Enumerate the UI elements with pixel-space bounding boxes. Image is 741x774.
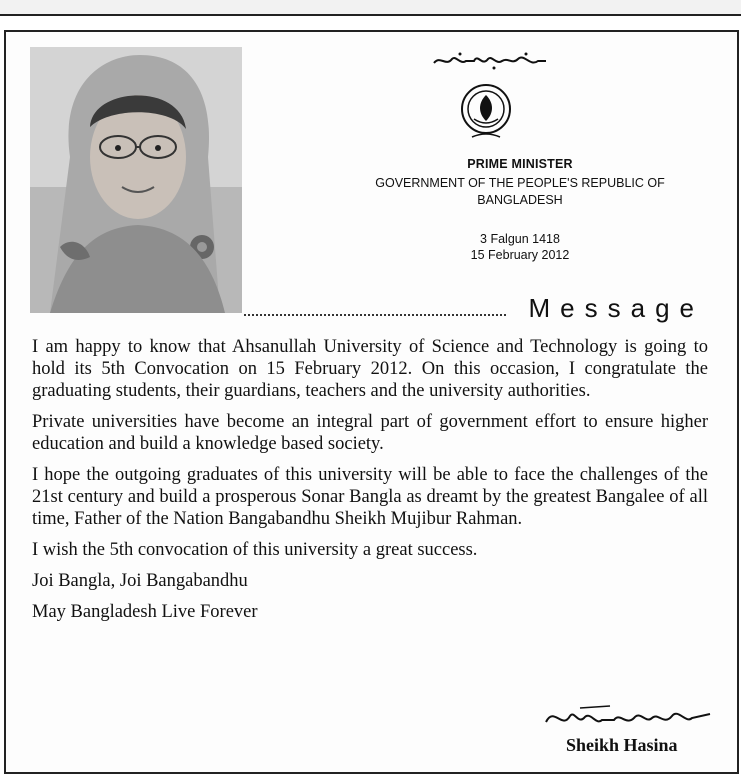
message-body xyxy=(32,336,708,632)
paragraph-4: I wish the 5th convocation of this university a great success. xyxy=(32,540,478,560)
date-gregorian: 15 February 2012 xyxy=(470,248,570,262)
message-heading: Message xyxy=(528,293,704,323)
signatory-name: Sheikh Hasina xyxy=(566,735,678,755)
date-block xyxy=(300,231,740,263)
top-strip xyxy=(0,0,741,16)
paragraph-2: Private universities have become an integral part of government effort to ensure higher education and build a knowledge based society. xyxy=(32,412,708,454)
government-seal-icon xyxy=(458,83,514,141)
paragraph-1: I am happy to know that Ahsanullah University of Science and Technology is going to hold its 5th Convocation on 15 February 2012. On this occasion, I congratulate the graduating students, their guardians, teachers and the university authorities. xyxy=(32,337,708,401)
government-line-2: BANGLADESH xyxy=(477,193,563,207)
government-line-1: GOVERNMENT OF THE PEOPLE'S REPUBLIC OF xyxy=(375,176,665,190)
government-name xyxy=(300,175,740,209)
message-heading-row xyxy=(244,292,714,322)
date-bengali: 3 Falgun 1418 xyxy=(480,232,560,246)
office-title: PRIME MINISTER xyxy=(467,157,573,171)
portrait-photo xyxy=(30,47,242,313)
paragraph-3: I hope the outgoing graduates of this university will be able to face the challenges of the 21st century and build a prosperous Sonar Bangla as dreamt by the greatest Bangalee of all time, Father of the Nation Bangabandhu Sheikh Mujibur Rahman. xyxy=(32,465,708,529)
paragraph-6: May Bangladesh Live Forever xyxy=(32,602,258,622)
paragraph-5: Joi Bangla, Joi Bangabandhu xyxy=(32,571,248,591)
dotted-divider xyxy=(244,314,506,316)
bismillah-calligraphy-icon xyxy=(430,49,550,71)
handwritten-signature-icon xyxy=(540,700,720,734)
